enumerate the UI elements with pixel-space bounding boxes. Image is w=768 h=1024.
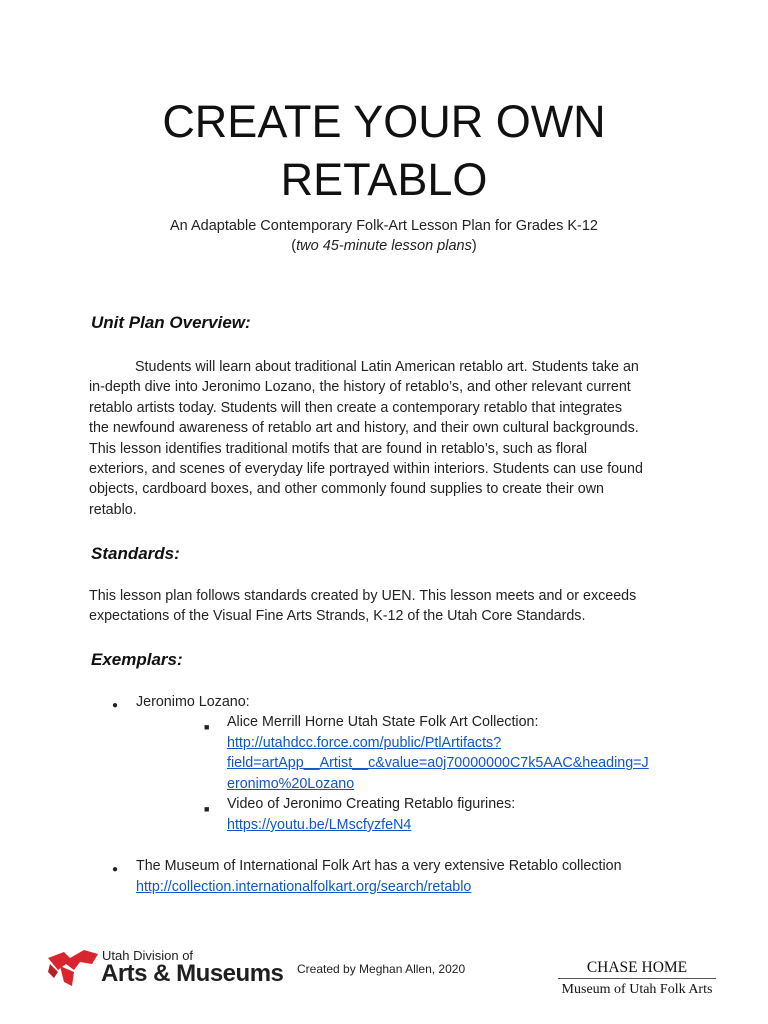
- overview-line: the newfound awareness of retablo art and history, and their own cultural backgrounds.: [89, 420, 639, 437]
- title-line-2: RETABLO: [280, 154, 488, 205]
- chase-home-subtitle: Museum of Utah Folk Arts: [561, 982, 713, 997]
- bullet-dot: ●: [112, 864, 119, 875]
- title-line-1: CREATE YOUR OWN: [162, 96, 606, 147]
- overview-line: Students will learn about traditional Latin American retablo art. Students take an: [135, 359, 639, 375]
- list-item-jeronimo: Jeronimo Lozano:: [136, 694, 250, 710]
- overview-line: retablo artists today. Students will then create a contemporary retablo that integrates: [89, 399, 622, 416]
- sub-item-video: Video of Jeronimo Creating Retablo figurines:: [227, 796, 516, 812]
- collection-link[interactable]: http://utahdcc.force.com/public/PtlArtifacts? field=artApp__Artist__c&value=a0j70000000C7k5AAC&heading=J eronimo%20Lozano: [227, 735, 649, 792]
- overview-line: in-depth dive into Jeronimo Lozano, the history of retablo’s, and other relevant current: [89, 379, 631, 396]
- chase-home-title: CHASE HOME: [586, 959, 688, 976]
- overview-heading: Unit Plan Overview:: [91, 313, 251, 332]
- standards-line: expectations of the Visual Fine Arts Strands, K-12 of the Utah Core Standards.: [89, 608, 586, 625]
- video-link-block: [227, 815, 411, 835]
- museum-link[interactable]: http://collection.internationalfolkart.org/search/retablo: [136, 879, 472, 895]
- bullet-square: ■: [204, 804, 210, 814]
- subtitle: An Adaptable Contemporary Folk-Art Lesson Plan for Grades K-12: [170, 218, 598, 234]
- list-item-museum: The Museum of International Folk Art has a very extensive Retablo collection: [136, 858, 622, 874]
- red-flag-icon: [44, 944, 104, 990]
- paren-close: ): [471, 238, 477, 254]
- overview-line: objects, cardboard boxes, and other commonly found supplies to create their own: [89, 481, 604, 498]
- subtitle-duration: [0, 236, 768, 257]
- duration-text: two 45-minute lesson plans: [296, 238, 472, 254]
- chase-home-divider: [558, 978, 716, 979]
- sub-item-collection: Alice Merrill Horne Utah State Folk Art Collection:: [227, 714, 539, 730]
- overview-line: exteriors, and scenes of everyday life portrayed within interiors. Students can use found: [89, 461, 643, 478]
- logo-small-text: Utah Division of: [102, 948, 194, 963]
- overview-paragraph: [89, 357, 689, 520]
- overview-line: This lesson identifies traditional motifs that are found in retablo’s, such as floral: [89, 440, 588, 457]
- collection-link-block: [227, 733, 649, 794]
- standards-paragraph: [89, 586, 689, 627]
- standards-line: This lesson plan follows standards created by UEN. This lesson meets and or exceeds: [89, 588, 637, 604]
- overview-line: retablo.: [89, 501, 137, 518]
- standards-heading: Standards:: [91, 544, 180, 563]
- bullet-square: ■: [204, 722, 210, 732]
- video-link[interactable]: https://youtu.be/LMscfyzfeN4: [227, 817, 412, 833]
- museum-link-block: [136, 877, 471, 897]
- exemplars-heading: Exemplars:: [91, 650, 183, 669]
- paren-open: (: [291, 238, 297, 254]
- created-by: Created by Meghan Allen, 2020: [297, 962, 466, 976]
- bullet-dot: ●: [112, 700, 119, 711]
- logo-large-text: Arts & Museums: [101, 960, 284, 987]
